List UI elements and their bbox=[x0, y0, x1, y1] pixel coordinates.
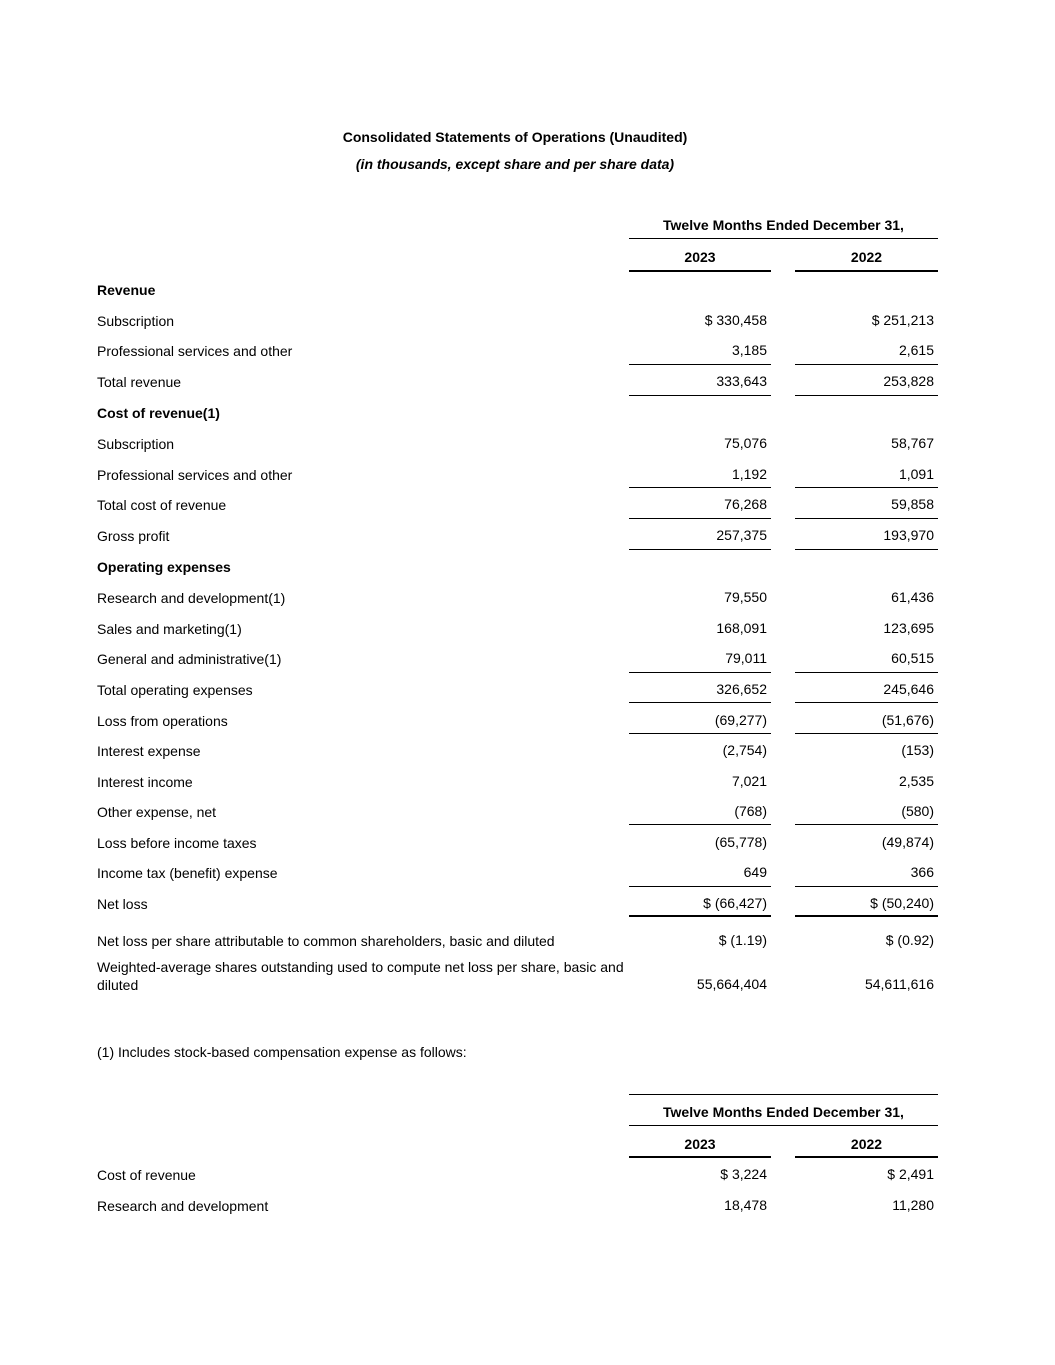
row-label: Other expense, net bbox=[97, 804, 217, 820]
row-label: Gross profit bbox=[97, 528, 170, 544]
row-label: Professional services and other bbox=[97, 467, 293, 483]
total-rule bbox=[795, 395, 938, 396]
value-2023: (768) bbox=[734, 803, 767, 819]
value-2022: 60,515 bbox=[891, 650, 934, 666]
row-label: Professional services and other bbox=[97, 343, 293, 359]
total-rule bbox=[795, 549, 938, 550]
row-label: Total revenue bbox=[97, 374, 182, 390]
row-label: Net loss bbox=[97, 896, 148, 912]
row-label: Loss from operations bbox=[97, 713, 228, 729]
row-label: General and administrative(1) bbox=[97, 651, 282, 667]
subtotal-rule bbox=[795, 518, 938, 519]
year-rule bbox=[795, 270, 938, 272]
sbc-top-rule bbox=[629, 1094, 938, 1095]
value-2023: 326,652 bbox=[716, 681, 767, 697]
value-2023: 79,550 bbox=[724, 589, 767, 605]
value-2022: 193,970 bbox=[883, 527, 934, 543]
period-header: Twelve Months Ended December 31, bbox=[663, 217, 904, 233]
row-label: Research and development(1) bbox=[97, 590, 286, 606]
value-2022: 2,615 bbox=[898, 342, 934, 358]
sbc-value-2023: $ 3,224 bbox=[720, 1166, 767, 1182]
year-rule bbox=[629, 270, 771, 272]
section-operating-expenses: Operating expenses bbox=[97, 559, 231, 575]
value-2023: $ 330,458 bbox=[704, 312, 767, 328]
value-2023: 333,643 bbox=[716, 373, 767, 389]
value-2023: 7,021 bbox=[731, 773, 767, 789]
subtotal-rule bbox=[629, 364, 771, 365]
row-label: Interest expense bbox=[97, 743, 201, 759]
subtotal-rule bbox=[795, 487, 938, 488]
section-cost-of-revenue: Cost of revenue(1) bbox=[97, 405, 220, 421]
value-2023: 55,664,404 bbox=[696, 976, 767, 992]
value-2022: (580) bbox=[901, 803, 934, 819]
value-2022: (51,676) bbox=[881, 712, 934, 728]
value-2023: (2,754) bbox=[722, 742, 767, 758]
row-label: Sales and marketing(1) bbox=[97, 621, 242, 637]
subtotal-rule bbox=[629, 886, 771, 887]
value-2022: 253,828 bbox=[883, 373, 934, 389]
sbc-value-2023: 18,478 bbox=[724, 1197, 767, 1213]
sbc-period-header: Twelve Months Ended December 31, bbox=[663, 1104, 904, 1120]
value-2022: (153) bbox=[901, 742, 934, 758]
value-2023: 257,375 bbox=[716, 527, 767, 543]
value-2023: $ (66,427) bbox=[703, 895, 767, 911]
sbc-value-2022: 11,280 bbox=[892, 1197, 934, 1213]
sbc-year-2022-header: 2022 bbox=[850, 1136, 883, 1152]
sbc-row-label: Research and development bbox=[97, 1198, 269, 1214]
value-2023: 76,268 bbox=[724, 496, 767, 512]
value-2023: (69,277) bbox=[714, 712, 767, 728]
page-subtitle: (in thousands, except share and per share data) bbox=[355, 156, 675, 172]
row-label: Interest income bbox=[97, 774, 193, 790]
value-2022: (49,874) bbox=[881, 834, 934, 850]
sbc-header-rule bbox=[629, 1125, 938, 1126]
subtotal-rule bbox=[795, 886, 938, 887]
subtotal-rule bbox=[795, 672, 938, 673]
value-2022: 54,611,616 bbox=[864, 976, 934, 992]
subtotal-rule bbox=[795, 824, 938, 825]
value-2022: 123,695 bbox=[883, 620, 934, 636]
row-label: Weighted-average shares outstanding used to compute net loss per share, basic and diluted bbox=[97, 959, 624, 993]
page-title: Consolidated Statements of Operations (Unaudited) bbox=[342, 129, 688, 145]
value-2023: (65,778) bbox=[714, 834, 767, 850]
value-2022: 2,535 bbox=[898, 773, 934, 789]
subtotal-rule bbox=[795, 733, 938, 734]
section-revenue: Revenue bbox=[97, 282, 156, 298]
row-label: Loss before income taxes bbox=[97, 835, 257, 851]
value-2023: 3,185 bbox=[731, 342, 767, 358]
total-rule bbox=[629, 549, 771, 550]
row-label: Net loss per share attributable to common shareholders, basic and diluted bbox=[97, 933, 555, 949]
row-label: Subscription bbox=[97, 313, 175, 329]
net-loss-rule bbox=[629, 915, 771, 917]
value-2023: 75,076 bbox=[724, 435, 767, 451]
year-2022-header: 2022 bbox=[850, 249, 883, 265]
sbc-row-label: Cost of revenue bbox=[97, 1167, 196, 1183]
subtotal-rule bbox=[795, 702, 938, 703]
subtotal-rule bbox=[629, 518, 771, 519]
value-2022: 59,858 bbox=[891, 496, 934, 512]
value-2022: 1,091 bbox=[898, 466, 934, 482]
value-2023: 1,192 bbox=[731, 466, 767, 482]
row-label: Income tax (benefit) expense bbox=[97, 865, 278, 881]
value-2022: 245,646 bbox=[883, 681, 934, 697]
value-2023: $ (1.19) bbox=[718, 932, 767, 948]
sbc-value-2022: $ 2,491 bbox=[887, 1166, 934, 1182]
total-rule bbox=[629, 395, 771, 396]
year-2023-header: 2023 bbox=[684, 249, 716, 265]
footnote: (1) Includes stock-based compensation expense as follows: bbox=[97, 1044, 467, 1060]
value-2022: 61,436 bbox=[891, 589, 934, 605]
row-label: Subscription bbox=[97, 436, 175, 452]
value-2022: $ 251,213 bbox=[871, 312, 934, 328]
net-loss-rule bbox=[795, 915, 938, 917]
subtotal-rule bbox=[629, 702, 771, 703]
value-2023: 649 bbox=[743, 864, 767, 880]
subtotal-rule bbox=[795, 364, 938, 365]
subtotal-rule bbox=[629, 487, 771, 488]
sbc-year-2023-header: 2023 bbox=[684, 1136, 716, 1152]
subtotal-rule bbox=[629, 824, 771, 825]
subtotal-rule bbox=[629, 672, 771, 673]
header-rule bbox=[629, 238, 938, 239]
value-2023: 168,091 bbox=[716, 620, 767, 636]
row-label: Total operating expenses bbox=[97, 682, 253, 698]
value-2022: 366 bbox=[910, 864, 934, 880]
value-2023: 79,011 bbox=[725, 650, 767, 666]
sbc-year-rule bbox=[795, 1156, 938, 1158]
value-2022: 58,767 bbox=[891, 435, 934, 451]
value-2022: $ (0.92) bbox=[885, 932, 934, 948]
row-label: Total cost of revenue bbox=[97, 497, 227, 513]
value-2022: $ (50,240) bbox=[870, 895, 934, 911]
sbc-year-rule bbox=[629, 1156, 771, 1158]
subtotal-rule bbox=[629, 733, 771, 734]
